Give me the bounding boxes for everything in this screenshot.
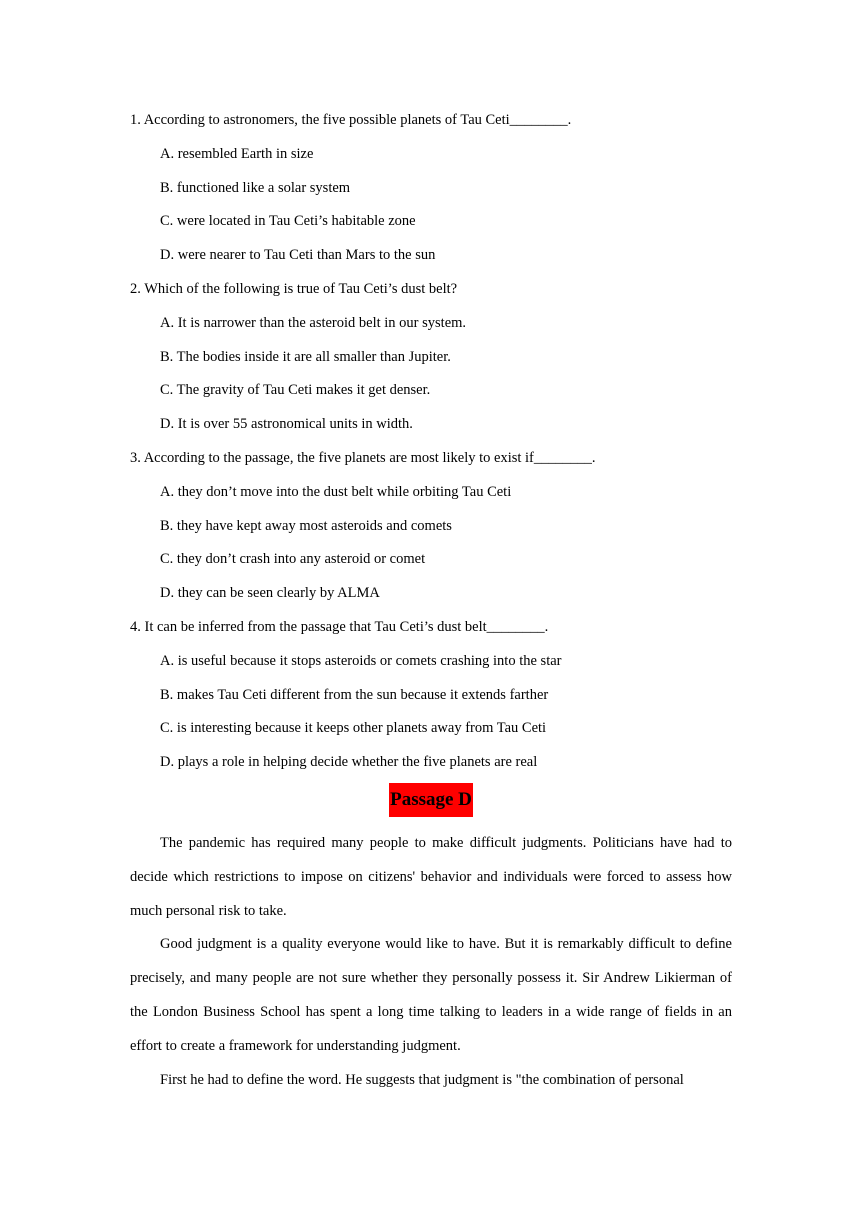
question-block <box>130 617 732 772</box>
answer-option: A. they don’t move into the dust belt while orbiting Tau Ceti <box>160 483 512 500</box>
answer-option: B. makes Tau Ceti different from the sun because it extends farther <box>160 686 549 703</box>
question-block <box>130 279 732 434</box>
answer-option: D. were nearer to Tau Ceti than Mars to the sun <box>160 247 436 264</box>
question-stem: 3. According to the passage, the five planets are most likely to exist if________. <box>130 449 596 466</box>
answer-option: C. were located in Tau Ceti’s habitable zone <box>160 213 416 230</box>
passage-paragraph: First he had to define the word. He suggests that judgment is "the combination of personal <box>160 1071 684 1088</box>
question-stem: 2. Which of the following is true of Tau Ceti’s dust belt? <box>130 280 458 297</box>
question-stem: 4. It can be inferred from the passage that Tau Ceti’s dust belt________. <box>130 618 549 635</box>
answer-option: B. The bodies inside it are all smaller than Jupiter. <box>160 348 451 365</box>
document-content <box>130 110 732 1097</box>
answer-option: A. It is narrower than the asteroid belt in our system. <box>160 314 467 331</box>
answer-option: D. they can be seen clearly by ALMA <box>160 585 380 602</box>
passage-body <box>130 827 732 1097</box>
question-block <box>130 448 732 603</box>
answer-option: C. The gravity of Tau Ceti makes it get denser. <box>160 382 431 399</box>
answer-option: C. they don’t crash into any asteroid or comet <box>160 551 426 568</box>
question-block <box>130 110 732 265</box>
answer-option: C. is interesting because it keeps other planets away from Tau Ceti <box>160 720 547 737</box>
answer-option: B. functioned like a solar system <box>160 179 351 196</box>
passage-paragraph: The pandemic has required many people to make difficult judgments. Politicians have had to decide which restrictions to impose on citizens' behavior and individuals were forced to assess how much personal risk to take. <box>130 834 732 919</box>
answer-option: A. resembled Earth in size <box>160 145 314 162</box>
answer-option: D. plays a role in helping decide whether the five planets are real <box>160 754 538 771</box>
passage-title: Passage D <box>389 783 473 817</box>
passage-heading <box>130 783 732 817</box>
answer-option: D. It is over 55 astronomical units in width. <box>160 416 413 433</box>
passage-paragraph: Good judgment is a quality everyone would like to have. But it is remarkably difficult to define precisely, and many people are not sure whether they personally possess it. Sir Andrew Likierman of the London Business School has spent a long time talking to leaders in a wide range of fields in an effort to create a framework for understanding judgment. <box>130 936 732 1054</box>
answer-option: B. they have kept away most asteroids and comets <box>160 517 452 534</box>
answer-option: A. is useful because it stops asteroids or comets crashing into the star <box>160 652 562 669</box>
question-stem: 1. According to astronomers, the five possible planets of Tau Ceti________. <box>130 112 572 128</box>
